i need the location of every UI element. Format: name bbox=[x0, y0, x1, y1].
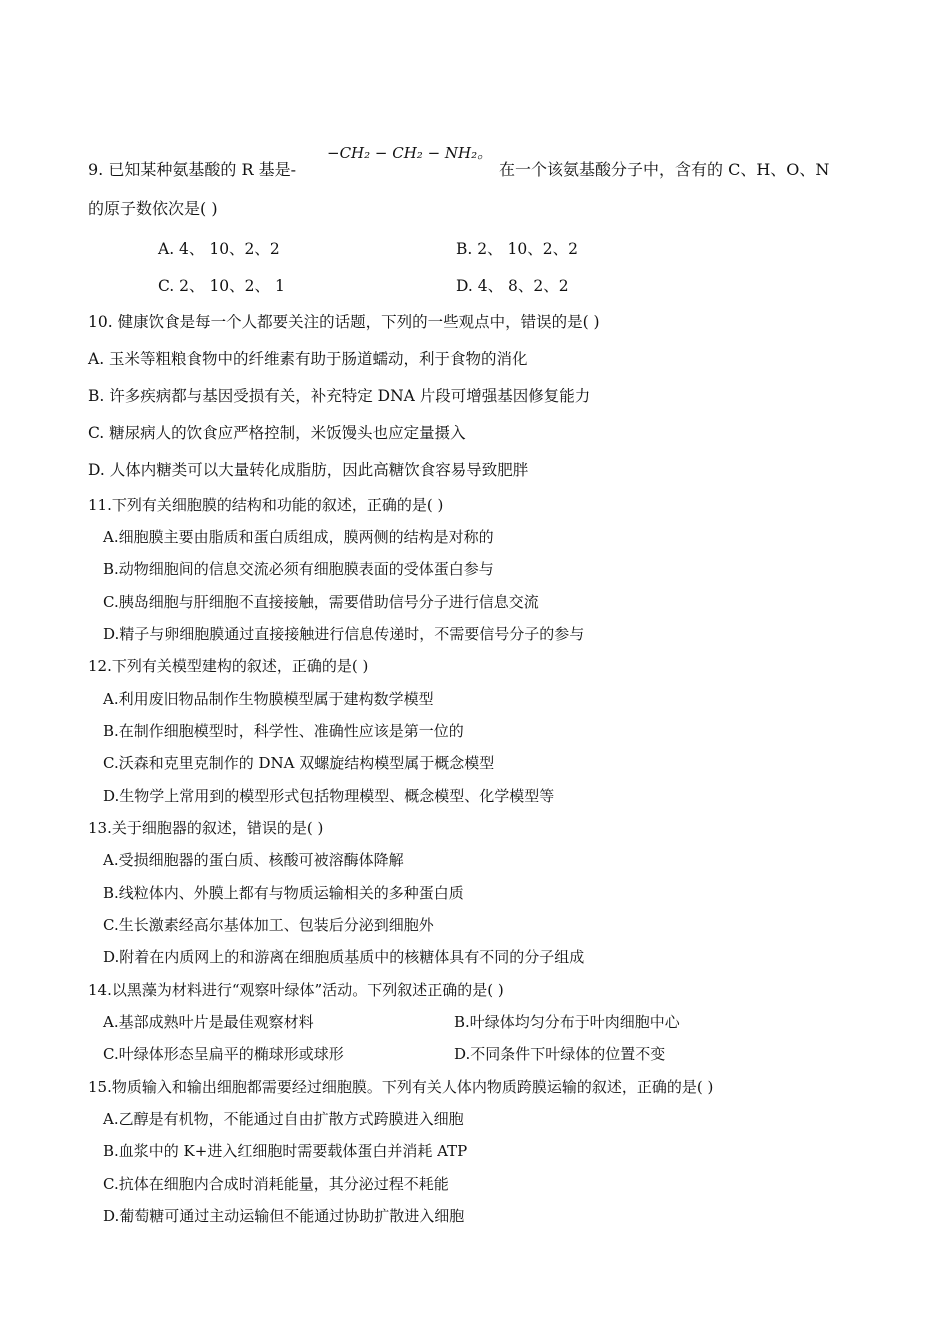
q10-stem: 10. 健康饮食是每一个人都要关注的话题，下列的一些观点中，错误的是( ) bbox=[88, 313, 600, 331]
q10-option-c: C. 糖尿病人的饮食应严格控制，米饭馒头也应定量摄入 bbox=[88, 424, 466, 442]
r-group-formula: −CH₂ − CH₂ − NH₂。 bbox=[327, 144, 493, 162]
q9-option-d: D. 4、 8、2、2 bbox=[456, 277, 569, 295]
q10-option-b: B. 许多疾病都与基因受损有关，补充特定 DNA 片段可增强基因修复能力 bbox=[88, 387, 591, 405]
q15-option-c: C.抗体在细胞内合成时消耗能量，其分泌过程不耗能 bbox=[103, 1175, 449, 1193]
q9-stem-line2: 的原子数依次是( ) bbox=[88, 199, 218, 218]
q9-option-c: C. 2、 10、2、 1 bbox=[158, 277, 285, 295]
q11-option-c: C.胰岛细胞与肝细胞不直接接触，需要借助信号分子进行信息交流 bbox=[103, 593, 539, 611]
q11-option-b: B.动物细胞间的信息交流必须有细胞膜表面的受体蛋白参与 bbox=[103, 560, 494, 578]
q14-option-c: C.叶绿体形态呈扁平的椭球形或球形 bbox=[103, 1045, 344, 1063]
q9-option-a: A. 4、 10、2、2 bbox=[158, 240, 280, 258]
q12-option-a: A.利用废旧物品制作生物膜模型属于建构数学模型 bbox=[103, 690, 434, 708]
q14-option-a: A.基部成熟叶片是最佳观察材料 bbox=[103, 1013, 314, 1031]
q13-option-d: D.附着在内质网上的和游离在细胞质基质中的核糖体具有不同的分子组成 bbox=[103, 948, 585, 966]
q9-option-b: B. 2、 10、2、2 bbox=[456, 240, 578, 258]
q12-option-b: B.在制作细胞模型时，科学性、准确性应该是第一位的 bbox=[103, 722, 464, 740]
q15-option-d: D.葡萄糖可通过主动运输但不能通过协助扩散进入细胞 bbox=[103, 1207, 465, 1225]
q12-stem: 12.下列有关模型建构的叙述，正确的是( ) bbox=[88, 657, 369, 675]
q14-option-b: B.叶绿体均匀分布于叶肉细胞中心 bbox=[454, 1013, 680, 1031]
q13-option-c: C.生长激素经高尔基体加工、包装后分泌到细胞外 bbox=[103, 916, 434, 934]
q13-stem: 13.关于细胞器的叙述，错误的是( ) bbox=[88, 819, 324, 837]
q15-option-a: A.乙醇是有机物，不能通过自由扩散方式跨膜进入细胞 bbox=[103, 1110, 464, 1128]
q9-stem-prefix: 9. 已知某种氨基酸的 R 基是- bbox=[88, 160, 296, 179]
q14-option-d: D.不同条件下叶绿体的位置不变 bbox=[454, 1045, 666, 1063]
q9-stem-suffix: 在一个该氨基酸分子中，含有的 C、H、O、N bbox=[499, 160, 830, 179]
q11-option-a: A.细胞膜主要由脂质和蛋白质组成，膜两侧的结构是对称的 bbox=[103, 528, 494, 546]
q10-option-d: D. 人体内糖类可以大量转化成脂肪，因此高糖饮食容易导致肥胖 bbox=[88, 461, 529, 479]
q13-option-a: A.受损细胞器的蛋白质、核酸可被溶酶体降解 bbox=[103, 851, 404, 869]
q15-stem: 15.物质输入和输出细胞都需要经过细胞膜。下列有关人体内物质跨膜运输的叙述，正确的是( ) bbox=[88, 1078, 714, 1096]
q11-stem: 11.下列有关细胞膜的结构和功能的叙述，正确的是( ) bbox=[88, 496, 444, 514]
q15-option-b: B.血浆中的 K+进入红细胞时需要载体蛋白并消耗 ATP bbox=[103, 1142, 468, 1160]
q13-option-b: B.线粒体内、外膜上都有与物质运输相关的多种蛋白质 bbox=[103, 884, 464, 902]
q11-option-d: D.精子与卵细胞膜通过直接接触进行信息传递时，不需要信号分子的参与 bbox=[103, 625, 585, 643]
q12-option-c: C.沃森和克里克制作的 DNA 双螺旋结构模型属于概念模型 bbox=[103, 754, 495, 772]
q12-option-d: D.生物学上常用到的模型形式包括物理模型、概念模型、化学模型等 bbox=[103, 787, 555, 805]
q10-option-a: A. 玉米等粗粮食物中的纤维素有助于肠道蠕动，利于食物的消化 bbox=[88, 350, 528, 368]
q14-stem: 14.以黑藻为材料进行“观察叶绿体”活动。下列叙述正确的是( ) bbox=[88, 981, 504, 999]
